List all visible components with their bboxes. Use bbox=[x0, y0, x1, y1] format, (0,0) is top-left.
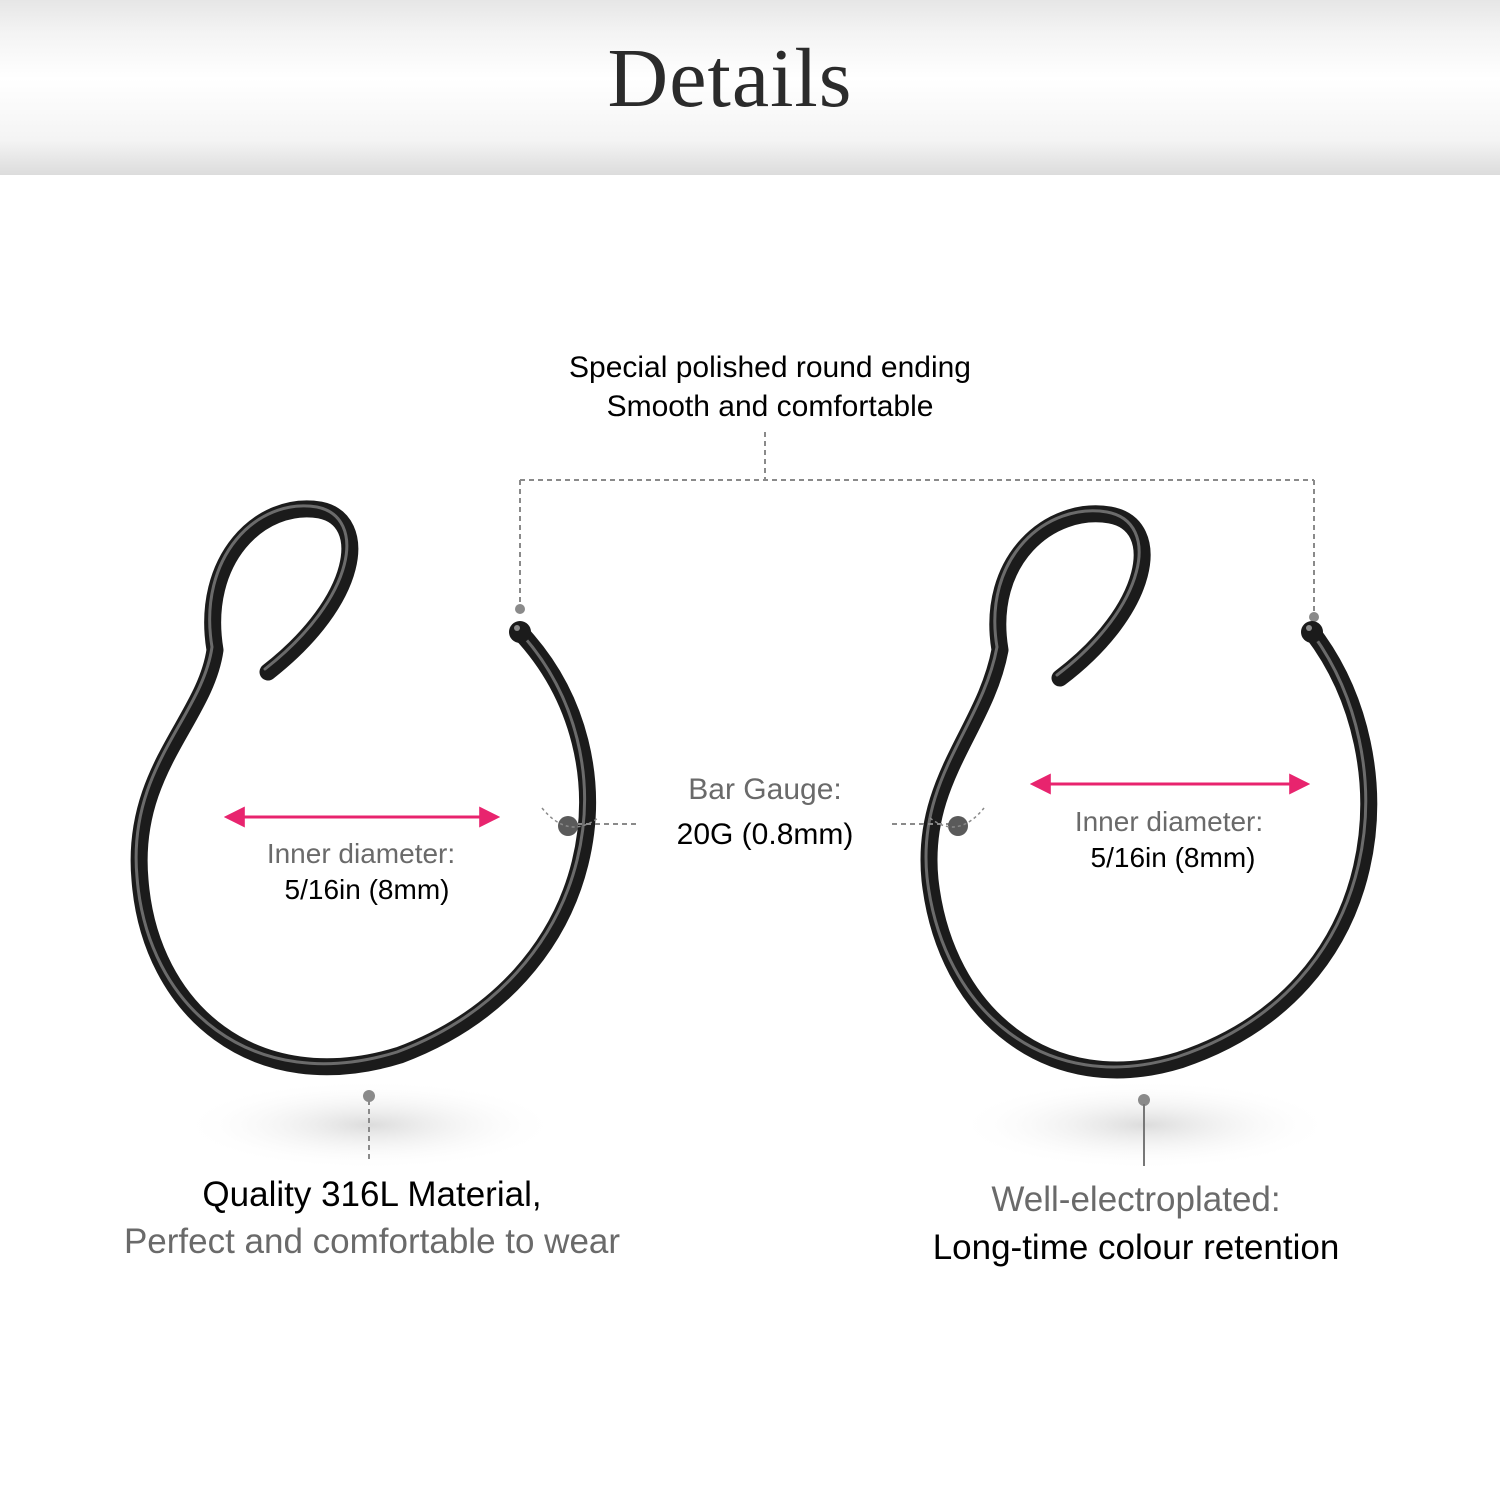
ending-callout-line1: Special polished round ending bbox=[569, 351, 971, 384]
ending-callout-line2: Smooth and comfortable bbox=[606, 390, 934, 423]
material-line1: Quality 316L Material, bbox=[202, 1175, 542, 1214]
right-diameter-value: 5/16in (8mm) bbox=[1090, 842, 1256, 873]
left-ending-dot bbox=[515, 604, 525, 614]
left-diameter-label: Inner diameter: bbox=[266, 838, 456, 869]
left-diameter-value: 5/16in (8mm) bbox=[284, 874, 450, 905]
right-nose-ring-icon bbox=[926, 511, 1369, 1070]
page-title: Details bbox=[607, 32, 853, 125]
gauge-label: Bar Gauge: bbox=[688, 773, 842, 806]
plating-line2: Long-time colour retention bbox=[932, 1228, 1340, 1267]
right-ending-dot bbox=[1309, 612, 1319, 622]
gauge-value: 20G (0.8mm) bbox=[676, 818, 854, 851]
plating-line1: Well-electroplated: bbox=[991, 1180, 1281, 1219]
ending-leader-lines bbox=[520, 432, 1314, 614]
material-line2: Perfect and comfortable to wear bbox=[123, 1222, 621, 1261]
right-diameter-label: Inner diameter: bbox=[1074, 806, 1264, 837]
